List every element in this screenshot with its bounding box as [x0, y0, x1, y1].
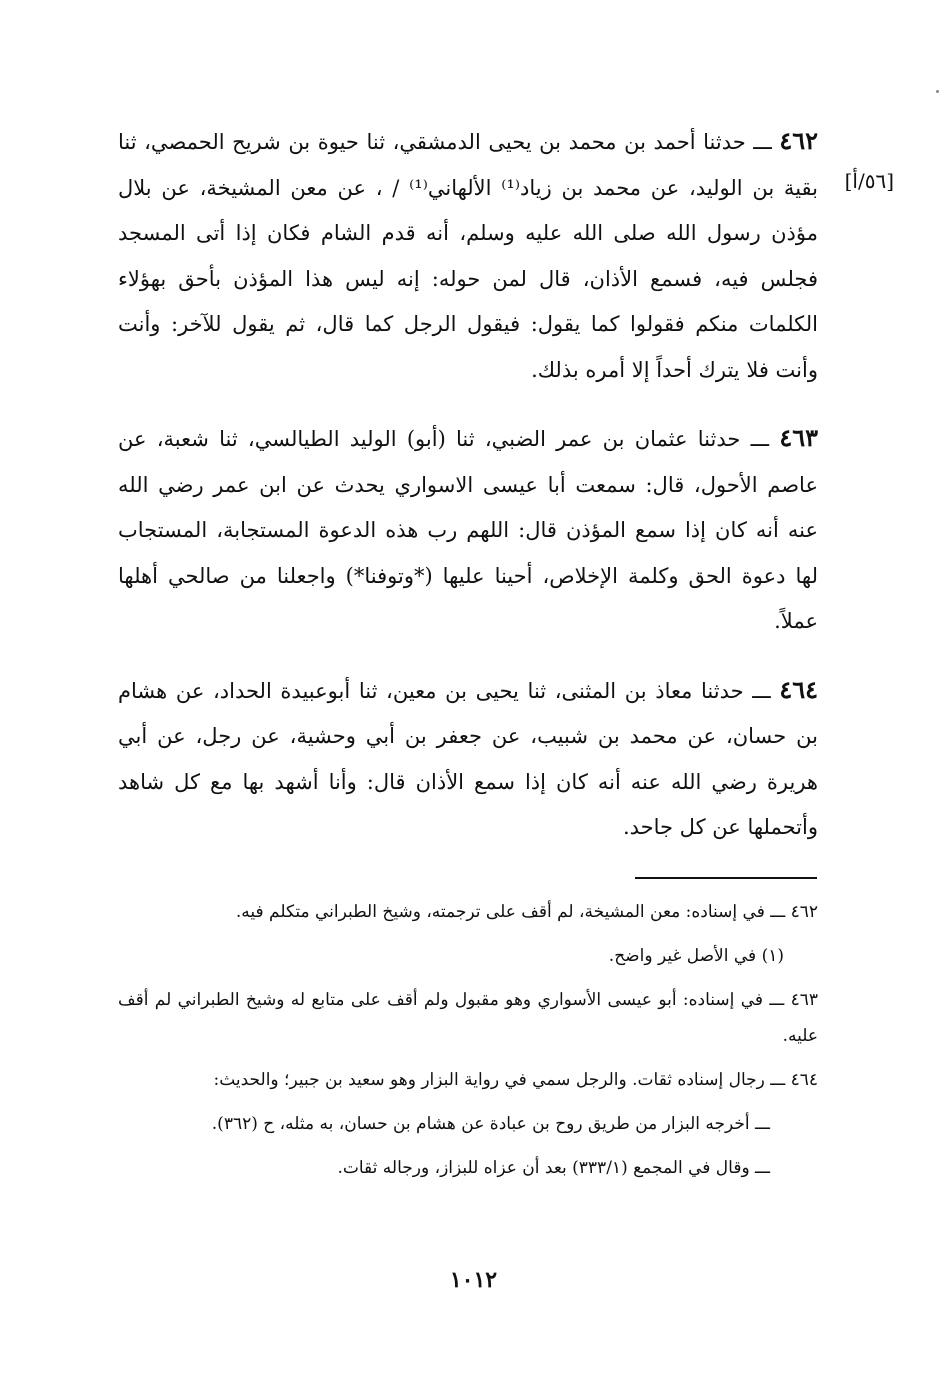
footnote: ـــ وقال في المجمع (٣٣٣/١) بعد أن عزاه للبزاز، ورجاله ثقات.	[337, 1158, 770, 1178]
footnote-separator	[635, 877, 817, 879]
manuscript-folio-marker: [٥٦/أ]	[844, 169, 894, 193]
hadith-text: ـــ حدثنا عثمان بن عمر الضبي، ثنا (أبو) الوليد الطيالسي، ثنا شعبة، عن عاصم الأحول، قال: سمعت أبا عيسى الاسواري يحدث عن ابن عمر رضي الله عنه أنه كان إذا سمع المؤذن قال: اللهم رب هذه الدعوة المستجابة، المستجاب لها دعوة الحق وكلمة الإخلاص، أحينا عليها (*وتوفنا*) واجعلنا من صالحي أهلها عملاً.	[118, 427, 818, 633]
footnote: ـــ أخرجه البزار من طريق روح بن عبادة عن هشام بن حسان، به مثله، ح (٣٦٢).	[211, 1114, 770, 1134]
hadith-text: ـــ حدثنا معاذ بن المثنى، ثنا يحيى بن معين، ثنا أبوعبيدة الحداد، عن هشام بن حسان، عن محمد بن شبيب، عن جعفر بن أبي وحشية، عن رجل، عن أبي هريرة رضي الله عنه أنه كان إذا سمع الأذان قال: وأنا أشهد بها مع كل شاهد وأتحملها عن كل جاحد.	[118, 678, 818, 839]
hadith-paragraph	[118, 415, 818, 645]
footnote: ٤٦٣ ـــ في إسناده: أبو عيسى الأسواري وهو مقبول ولم أقف على متابع له وشيخ الطبراني لم أقف عليه.	[118, 990, 818, 1046]
hadith-paragraph	[118, 118, 818, 393]
scan-speck	[936, 90, 939, 93]
footnotes	[118, 894, 818, 1194]
hadith-text: ـــ حدثنا أحمد بن محمد بن يحيى الدمشقي، ثنا حيوة بن شريح الحمصي، ثنا بقية بن الوليد، عن محمد بن زياد⁽¹⁾ الألهاني⁽¹⁾ / ، عن معن المشيخة، عن بلال مؤذن رسول الله صلى الله عليه وسلم، أنه قدم الشام فكان إذا أتى المسجد فجلس فيه، فسمع الأذان، قال لمن حوله: إنه ليس هذا المؤذن بأحق بهؤلاء الكلمات منكم فقولوا كما يقول: فيقول الرجل كما قال، ثم يقول للآخر: وأنت وأنت فلا يترك أحداً إلا أمره بذلك.	[118, 130, 818, 382]
hadith-paragraph	[118, 667, 818, 851]
footnote: (١) في الأصل غير واضح.	[608, 946, 784, 966]
page-number: ١٠١٢	[449, 1267, 498, 1293]
hadith-number: ٤٦٤	[779, 674, 818, 704]
hadith-number: ٤٦٢	[779, 126, 818, 155]
hadith-number: ٤٦٣	[779, 423, 818, 452]
footnote: ٤٦٢ ـــ في إسناده: معن المشيخة، لم أقف على ترجمته، وشيخ الطبراني متكلم فيه.	[235, 902, 818, 922]
footnote: ٤٦٤ ـــ رجال إسناده ثقات. والرجل سمي في رواية البزار وهو سعيد بن جبير؛ والحديث:	[213, 1070, 818, 1090]
hadith-body	[118, 118, 818, 873]
